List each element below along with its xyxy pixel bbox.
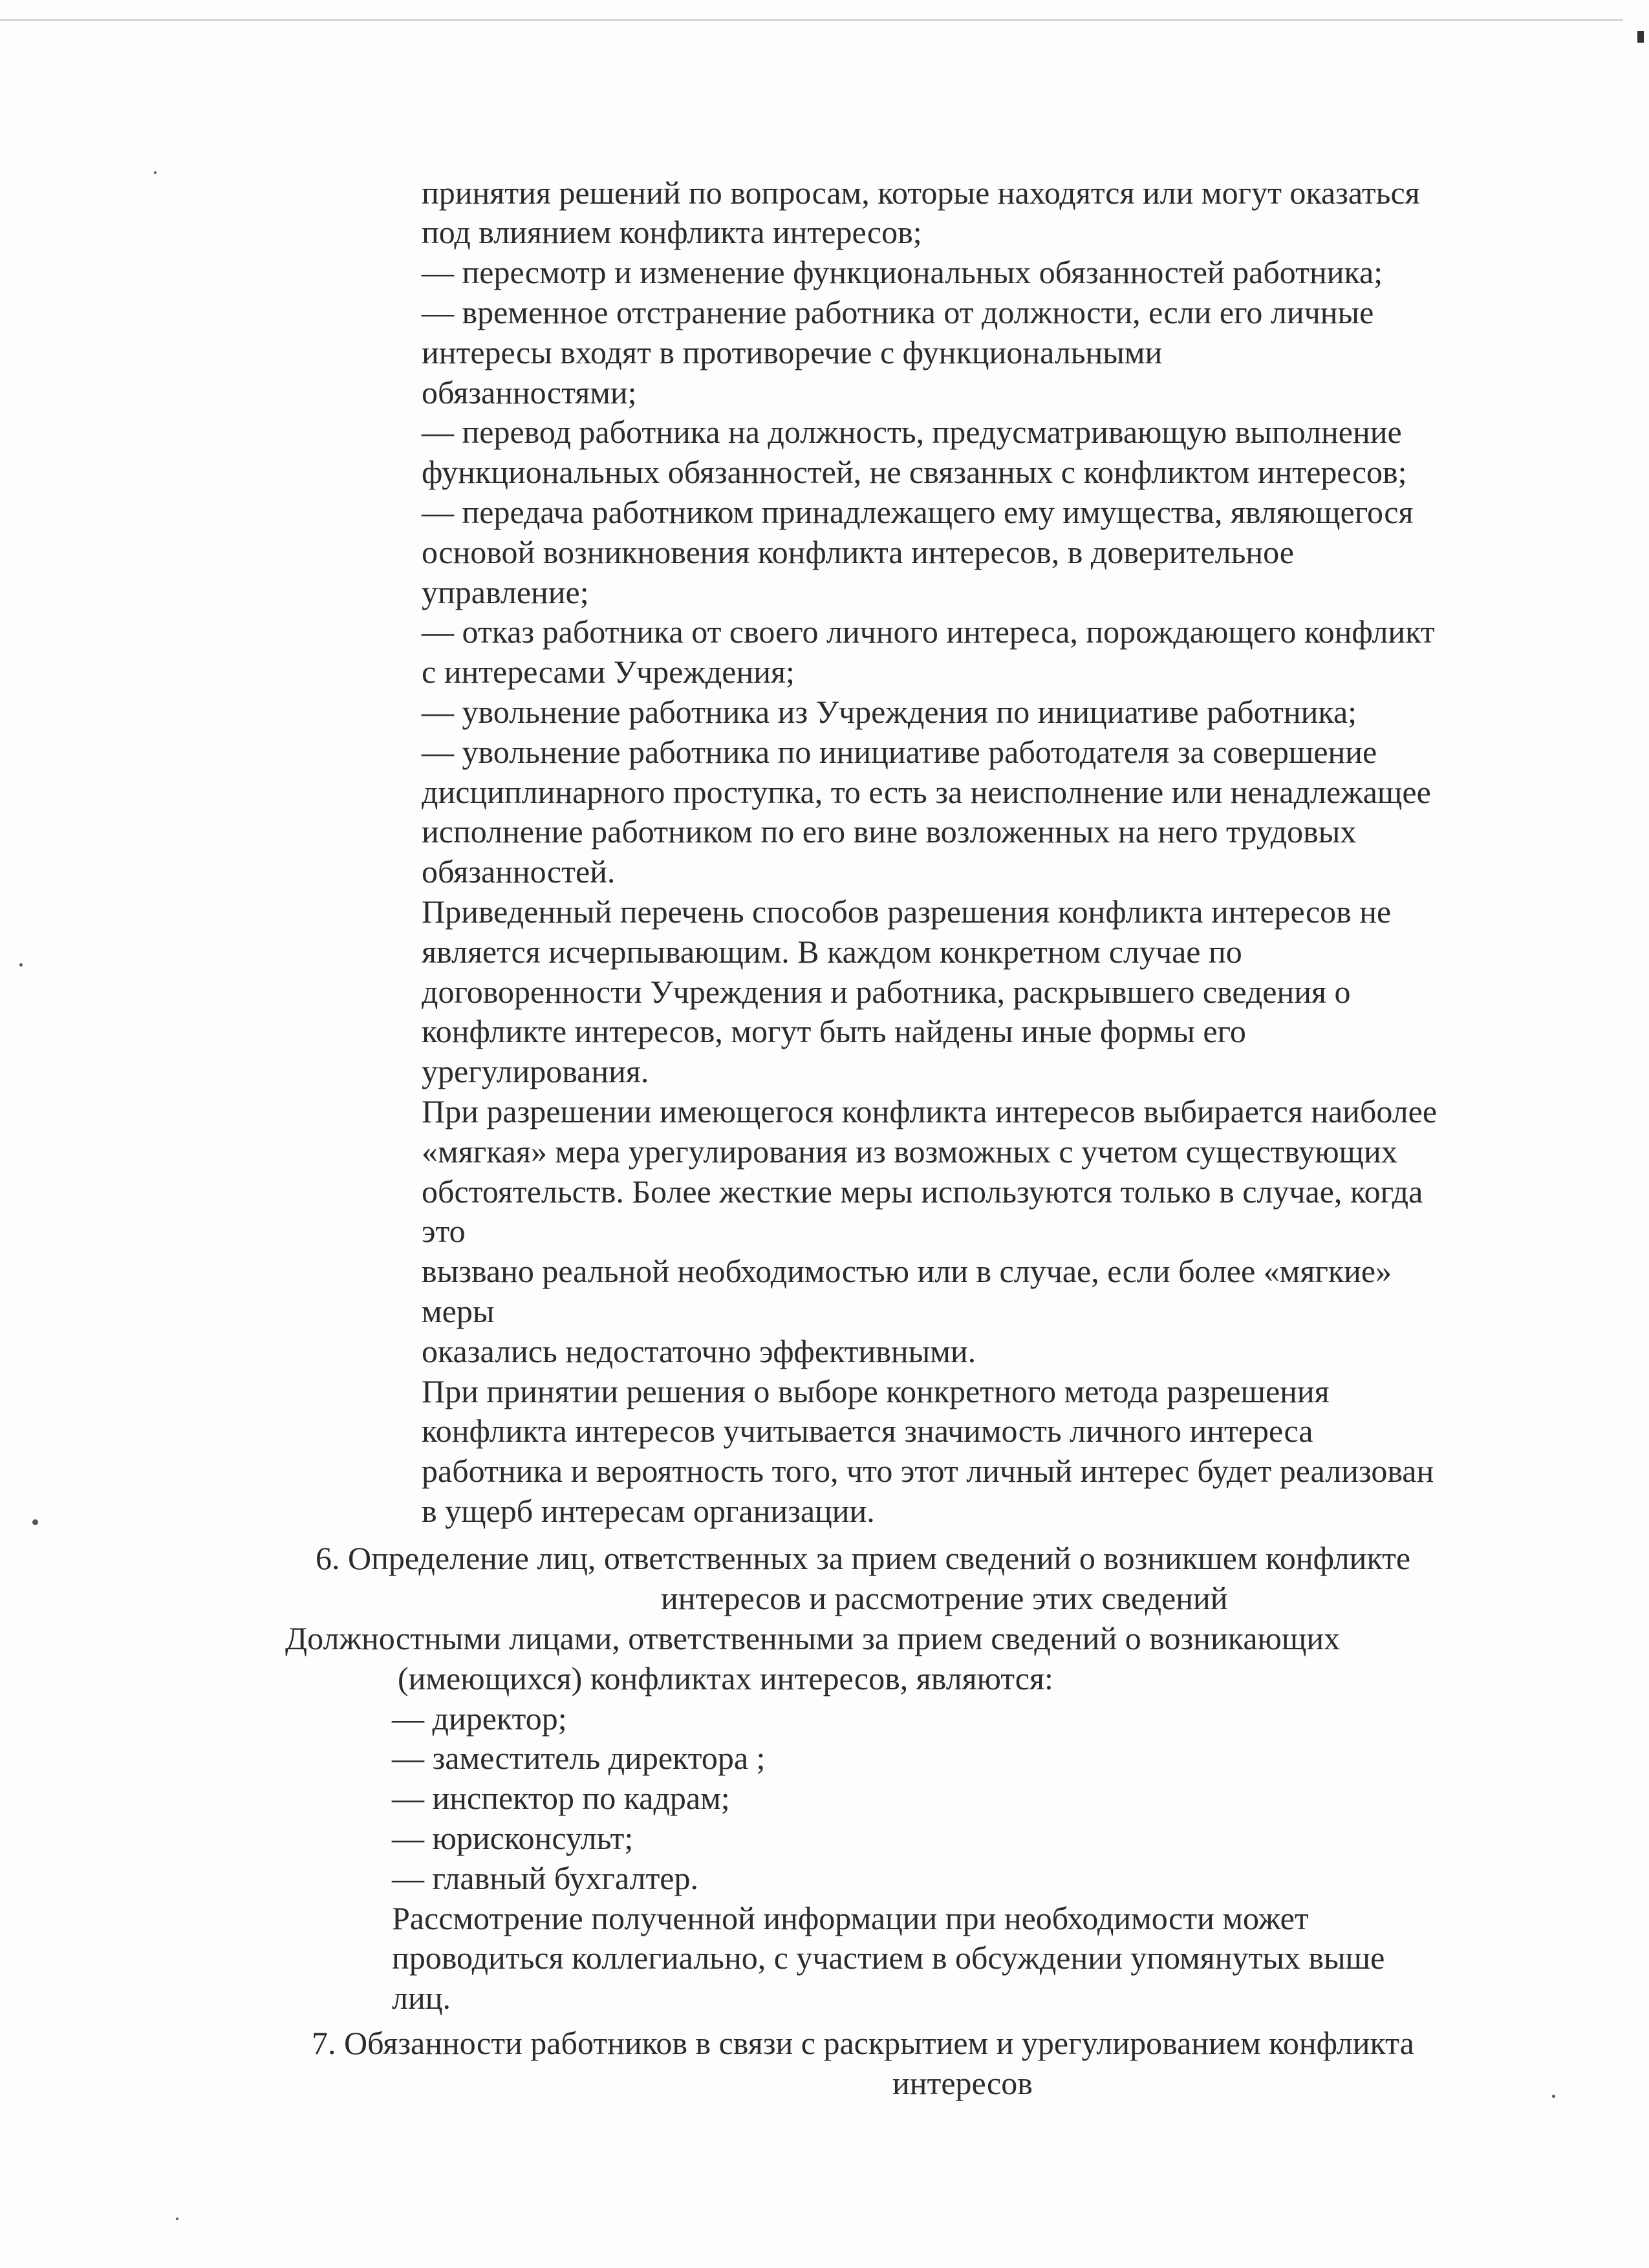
- scan-speck: [32, 1519, 38, 1525]
- review-paragraph-line: лиц.: [392, 1980, 451, 2016]
- section-6-heading: 6. Определение лиц, ответственных за прием сведений о возникшем конфликте: [316, 1540, 1411, 1576]
- paragraph-line: это: [422, 1213, 466, 1249]
- paragraph-line: конфликте интересов, могут быть найдены иные формы его: [422, 1013, 1246, 1049]
- scan-speck: [19, 963, 23, 967]
- text-line: исполнение работником по его вине возложенных на него трудовых: [422, 813, 1357, 850]
- list-item: — передача работником принадлежащего ему имущества, являющегося: [422, 494, 1414, 530]
- paragraph-line: является исчерпывающим. В каждом конкретном случае по: [422, 934, 1242, 970]
- list-item: — заместитель директора ;: [392, 1740, 766, 1776]
- paragraph-line: работника и вероятность того, что этот личный интерес будет реализован: [422, 1453, 1434, 1489]
- text-line: основой возникновения конфликта интересов, в доверительное: [422, 534, 1294, 570]
- text-line: интересы входят в противоречие с функциональными: [422, 334, 1163, 370]
- paragraph-line: оказались недостаточно эффективными.: [422, 1333, 976, 1369]
- list-item: — главный бухгалтер.: [392, 1860, 698, 1896]
- list-item: — увольнение работника из Учреждения по инициативе работника;: [422, 694, 1357, 730]
- paragraph-line: «мягкая» мера урегулирования из возможных с учетом существующих: [422, 1133, 1397, 1170]
- review-paragraph-line: проводиться коллегиально, с участием в обсуждении упомянутых выше: [392, 1940, 1385, 1976]
- scan-speck: [154, 171, 156, 174]
- list-item: — пересмотр и изменение функциональных обязанностей работника;: [422, 254, 1383, 290]
- scan-top-edge: [0, 19, 1623, 21]
- list-item: — отказ работника от своего личного интереса, порождающего конфликт: [422, 614, 1435, 650]
- scan-corner-mark: [1637, 31, 1644, 43]
- list-item: — временное отстранение работника от должности, если его личные: [422, 294, 1374, 330]
- paragraph-line: в ущерб интересам организации.: [422, 1493, 875, 1529]
- review-paragraph-line: Рассмотрение полученной информации при необходимости может: [392, 1900, 1309, 1936]
- section-6-heading-cont: интересов и рассмотрение этих сведений: [661, 1580, 1228, 1616]
- paragraph-line: обстоятельств. Более жесткие меры используются только в случае, когда: [422, 1173, 1423, 1210]
- section-7-heading-cont: интересов: [892, 2065, 1033, 2101]
- list-item: — увольнение работника по инициативе работодателя за совершение: [422, 734, 1377, 770]
- text-line: принятия решений по вопросам, которые находятся или могут оказаться: [422, 175, 1420, 211]
- paragraph-line: конфликта интересов учитывается значимость личного интереса: [422, 1413, 1313, 1449]
- list-item: — юрисконсульт;: [392, 1820, 634, 1856]
- text-line: обязанностей.: [422, 853, 616, 890]
- responsible-intro: Должностными лицами, ответственными за прием сведений о возникающих: [285, 1620, 1341, 1656]
- scan-speck: [1552, 2095, 1555, 2098]
- paragraph-line: При разрешении имеющегося конфликта интересов выбирается наиболее: [422, 1093, 1438, 1129]
- text-line: под влиянием конфликта интересов;: [422, 214, 922, 250]
- section-7-heading: 7. Обязанности работников в связи с раскрытием и урегулированием конфликта: [312, 2025, 1414, 2061]
- text-line: управление;: [422, 574, 589, 610]
- paragraph-line: При принятии решения о выборе конкретного метода разрешения: [422, 1373, 1330, 1409]
- text-line: обязанностями;: [422, 374, 637, 411]
- paragraph-line: урегулирования.: [422, 1053, 649, 1089]
- text-line: функциональных обязанностей, не связанных с конфликтом интересов;: [422, 454, 1407, 490]
- paragraph-line: меры: [422, 1293, 495, 1329]
- text-line: дисциплинарного проступка, то есть за неисполнение или ненадлежащее: [422, 774, 1431, 810]
- list-item: — перевод работника на должность, предусматривающую выполнение: [422, 414, 1402, 450]
- responsible-intro-cont: (имеющихся) конфликтах интересов, являются:: [398, 1660, 1053, 1696]
- text-line: с интересами Учреждения;: [422, 654, 795, 690]
- list-item: — директор;: [392, 1700, 567, 1737]
- paragraph-line: Приведенный перечень способов разрешения конфликта интересов не: [422, 893, 1392, 930]
- paragraph-line: вызвано реальной необходимостью или в случае, если более «мягкие»: [422, 1253, 1392, 1289]
- paragraph-line: договоренности Учреждения и работника, раскрывшего сведения о: [422, 974, 1351, 1010]
- scan-speck: [176, 2218, 178, 2220]
- list-item: — инспектор по кадрам;: [392, 1780, 730, 1816]
